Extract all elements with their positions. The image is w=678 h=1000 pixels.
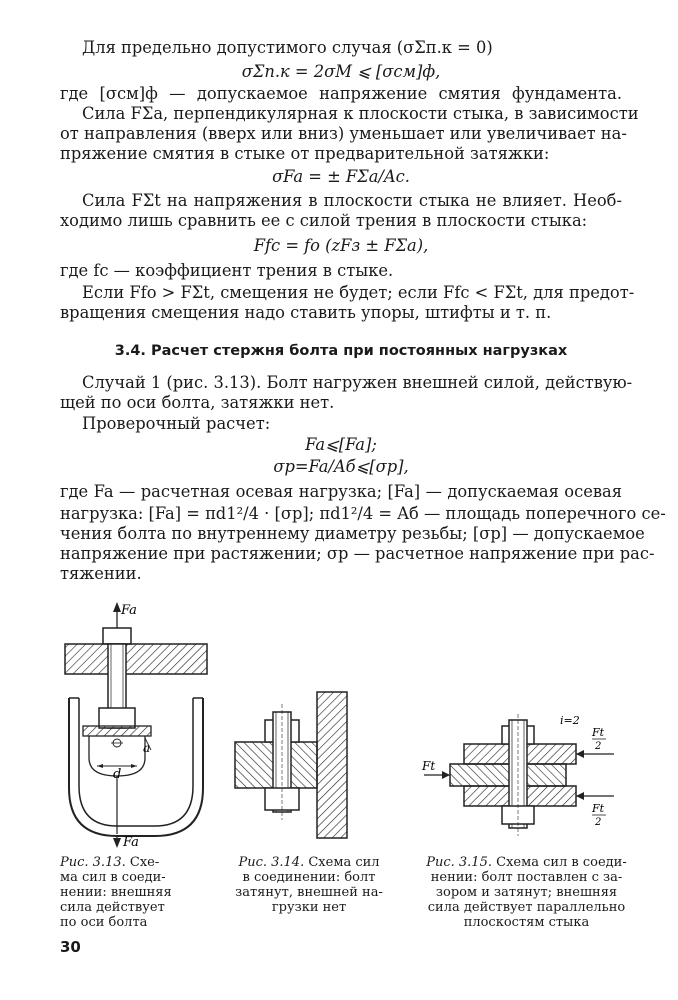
- d-label: d: [113, 767, 122, 782]
- caption-number: Рис. 3.13.: [60, 855, 126, 870]
- figure-3-15: [420, 710, 620, 840]
- text-line: пряжение смятия в стыке от предварительной затяжки:: [60, 144, 550, 163]
- a-label: a: [143, 741, 151, 755]
- equation: σΣп.к = 2σM ⩽ [σсм]ф,: [241, 62, 441, 81]
- equation: σFa = ± FΣa/Aс.: [272, 167, 410, 186]
- caption-3-14: Рис. 3.14. Схема сил в соединении: болт затянут, внешней на- грузки нет: [235, 855, 383, 915]
- page-number: 30: [60, 938, 81, 956]
- text-line: Сила FΣt на напряжения в плоскости стыка не влияет. Необ-: [82, 191, 622, 210]
- text-line: Сила FΣa, перпендикулярная к плоскости стыка, в зависимости: [82, 104, 639, 123]
- text-line: Проверочный расчет:: [82, 414, 271, 433]
- caption-3-13: Рис. 3.13. Схе- ма сил в соеди- нении: внешняя сила действует по оси болта: [60, 855, 172, 930]
- ft-top-label: Ft: [592, 726, 605, 739]
- ft-bot-den: 2: [595, 817, 602, 828]
- text-line: вращения смещения надо ставить упоры, штифты и т. п.: [60, 303, 552, 322]
- text-line: где [σсм]ф — допускаемое напряжение смятия фундамента.: [60, 84, 622, 103]
- text-line: от направления (вверх или вниз) уменьшает или увеличивает на-: [60, 124, 627, 143]
- caption-number: Рис. 3.14.: [238, 855, 305, 870]
- ft-bot-label: Ft: [592, 802, 605, 815]
- text-line: ходимо лишь сравнить ее с силой трения в плоскости стыка:: [60, 211, 588, 230]
- caption-number: Рис. 3.15.: [426, 855, 492, 870]
- fa-bottom-label: Fa: [123, 835, 139, 848]
- equation: Fa⩽[Fa];: [305, 435, 377, 454]
- text-line: где fс — коэффициент трения в стыке.: [60, 261, 394, 280]
- equation: Ffс = fо (zFз ± FΣa),: [253, 236, 429, 255]
- ft-top-den: 2: [595, 741, 602, 752]
- text-line: чения болта по внутреннему диаметру резьбы; [σр] — допускаемое: [60, 524, 645, 543]
- text-line: тяжении.: [60, 564, 142, 583]
- section-heading: 3.4. Расчет стержня болта при постоянных нагрузках: [114, 343, 568, 359]
- equation: σр=Fa/Aб⩽[σр],: [273, 457, 409, 476]
- i-label: i=2: [560, 714, 580, 727]
- text-line: Случай 1 (рис. 3.13). Болт нагружен внешней силой, действую-: [82, 373, 633, 392]
- fa-top-label: Fa: [121, 603, 137, 618]
- text-line: напряжение при растяжении; σр — расчетное напряжение при рас-: [60, 544, 655, 563]
- figure-3-14: [225, 690, 355, 840]
- text-line: Если Ffо > FΣt, смещения не будет; если Ffс < FΣt, для предот-: [82, 283, 635, 302]
- text-line: Для предельно допустимого случая (σΣп.к = 0): [82, 38, 493, 57]
- text-line: нагрузка: [Fa] = πd1²/4 · [σр]; πd1²/4 = Aб — площадь поперечного се-: [60, 504, 666, 523]
- text-line: щей по оси болта, затяжки нет.: [60, 393, 335, 412]
- text-line: где Fa — расчетная осевая нагрузка; [Fa] — допускаемая осевая: [60, 482, 622, 501]
- caption-3-15: Рис. 3.15. Схема сил в соеди- нении: болт поставлен с за- зором и затянут; внешняя сила действует параллельно плоскостям стыка: [426, 855, 627, 930]
- ft-left-label: Ft: [422, 759, 436, 773]
- figure-3-13: [55, 598, 215, 848]
